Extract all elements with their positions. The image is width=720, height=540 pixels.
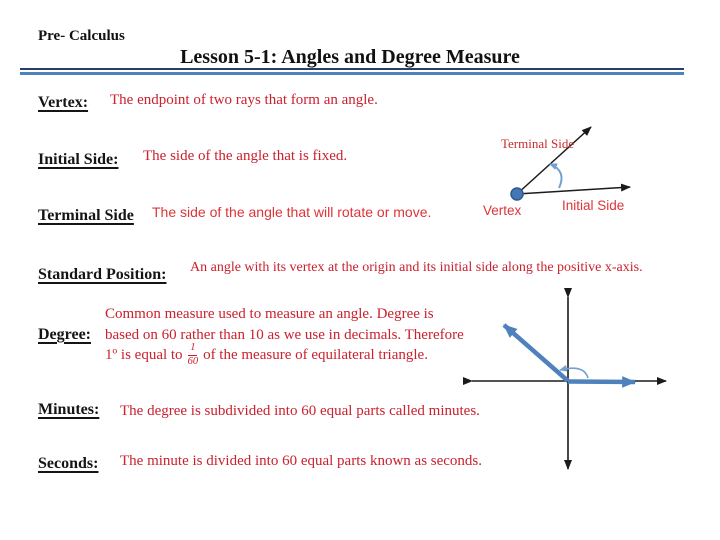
term-vertex: Vertex: — [38, 94, 89, 111]
definition-degree-line1: Common measure used to measure an angle. Degree is — [105, 306, 434, 322]
standard-position-diagram — [440, 285, 690, 485]
degree-line3-prefix: 1º is equal to — [105, 346, 183, 363]
degree-line3-suffix: of the measure of equilateral triangle. — [203, 346, 428, 363]
fraction-numerator: 1 — [188, 343, 197, 356]
definition-degree-line2: based on 60 rather than 10 as we use in decimals. Therefore — [105, 327, 464, 343]
vertex-dot — [511, 188, 523, 200]
definition-vertex: The endpoint of two rays that form an angle. — [110, 92, 378, 108]
vertex-diagram-label: Vertex — [483, 203, 522, 218]
definition-initial-side: The side of the angle that is fixed. — [143, 148, 348, 164]
term-degree: Degree: — [38, 326, 91, 343]
slide-title: Lesson 5-1: Angles and Degree Measure — [180, 46, 520, 68]
rotation-arc — [550, 164, 562, 188]
term-minutes: Minutes: — [38, 401, 100, 418]
definition-minutes: The degree is subdivided into 60 equal parts called minutes. — [120, 403, 480, 419]
initial-side-diagram-label: Initial Side — [562, 198, 625, 213]
definition-standard-position: An angle with its vertex at the origin and its initial side along the positive x-axis. — [190, 260, 643, 275]
term-seconds: Seconds: — [38, 455, 99, 472]
term-initial-side: Initial Side: — [38, 151, 119, 168]
initial-side-ray — [517, 187, 630, 194]
definition-degree-line3 — [105, 343, 428, 367]
initial-side-arrow — [568, 382, 635, 383]
definition-terminal-side: The side of the angle that will rotate or move. — [152, 204, 432, 220]
fraction-one-sixtieth — [188, 343, 199, 367]
term-terminal-side: Terminal Side — [38, 207, 134, 224]
course-label: Pre- Calculus — [38, 28, 125, 44]
title-divider — [20, 68, 684, 75]
fraction-denominator: 60 — [187, 355, 199, 367]
terminal-side-diagram-label: Terminal Side — [501, 136, 575, 151]
terminal-side-arrow — [504, 325, 568, 381]
term-standard-position: Standard Position: — [38, 266, 167, 283]
definition-seconds: The minute is divided into 60 equal parts known as seconds. — [120, 453, 483, 469]
